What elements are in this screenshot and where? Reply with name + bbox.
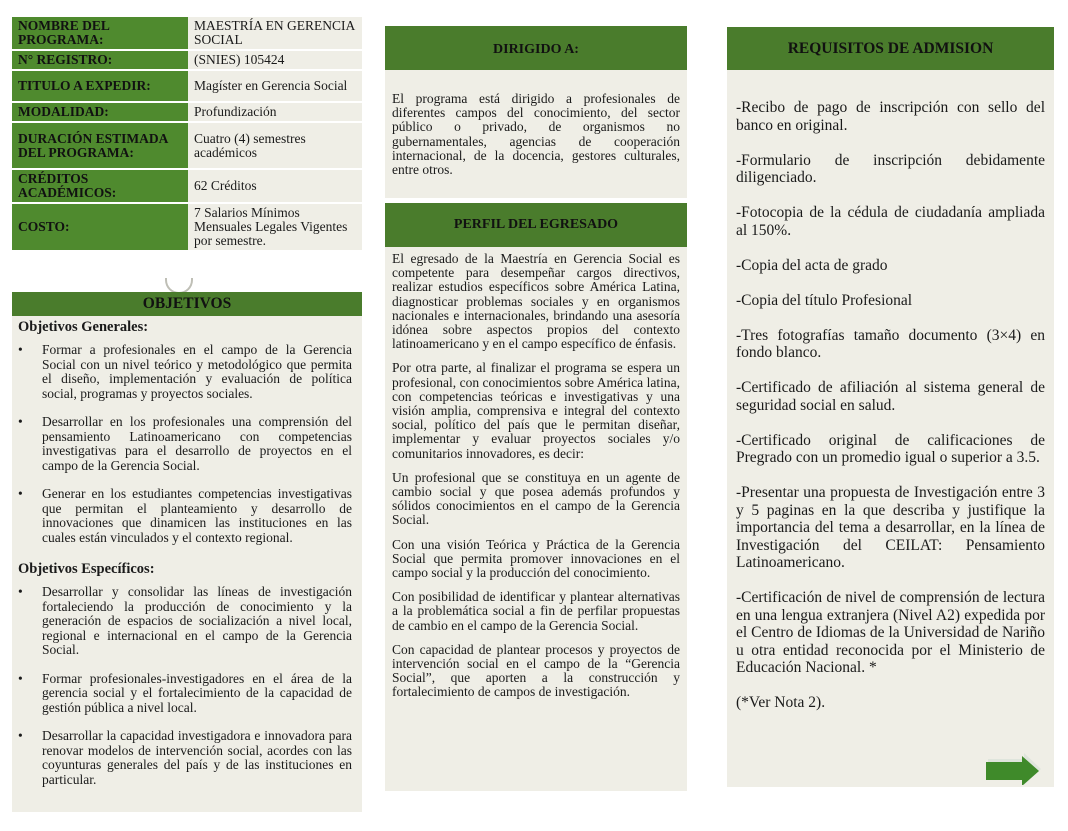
requisitos-list	[727, 99, 1054, 712]
objetivo-general-item: • Formar a profesionales en el campo de la Gerencia Social con un nivel teórico y metodológico que permita el diseño, implementación y evaluación de política social, programas y proyectos sociales.	[42, 343, 352, 401]
perfil-paragraph: Por otra parte, al finalizar el programa se espera un profesional, con conocimientos sobre América latina, con competencias teóricas e investigativas y una visión amplia, comprensiva e integral del contexto social, político del país que le permitan diseñar, implementar y evaluar proyectos sociales y/o comunitarios innovadores, es decir:	[392, 360, 680, 461]
objetivos-especificos-heading: Objetivos Específicos:	[18, 561, 155, 577]
requisitos-panel	[727, 27, 1054, 787]
program-row	[12, 103, 362, 121]
objetivos-title: OBJETIVOS	[12, 292, 362, 316]
requisito-item: -Copia del título Profesional	[736, 291, 913, 309]
next-arrow-icon[interactable]	[986, 753, 1041, 785]
program-row-label: COSTO:	[12, 204, 188, 250]
perfil-body	[385, 252, 687, 700]
perfil-paragraph: Con una visión Teórica y Práctica de la Gerencia Social que permita promover innovaciones en el campo social y la producción del conocimiento.	[392, 536, 680, 581]
program-row-value: 7 Salarios Mínimos Mensuales Legales Vigentes por semestre.	[188, 204, 362, 250]
objetivo-especifico-item: • Desarrollar y consolidar las líneas de investigación fortaleciendo la producción de conocimiento y la generación de espacios de socialización a nivel local, regional e internacional en el campo de la Gerencia Social.	[42, 585, 352, 658]
program-row-label: DURACIÓN ESTIMADA DEL PROGRAMA:	[12, 123, 188, 168]
dirigido-title: DIRIGIDO A:	[385, 26, 687, 70]
program-row-label: NOMBRE DEL PROGRAMA:	[12, 17, 188, 49]
requisito-item: -Recibo de pago de inscripción con sello del banco en original.	[736, 99, 1045, 134]
requisito-item: -Fotocopia de la cédula de ciudadanía ampliada al 150%.	[736, 204, 1045, 239]
requisito-item: -Copia del acta de grado	[736, 256, 888, 274]
perfil-title: PERFIL DEL EGRESADO	[385, 203, 687, 247]
requisito-item: -Certificado de afiliación al sistema general de seguridad social en salud.	[736, 379, 1045, 414]
dirigido-text: El programa está dirigido a profesionales de diferentes campos del conocimiento, del sector público o privado, de organismos no gubernamentales, agencias de cooperación internacional, de la docencia, gestores culturales, entre otros.	[392, 91, 680, 178]
program-row	[12, 123, 362, 168]
requisito-item: -Formulario de inscripción debidamente diligenciado.	[736, 151, 1045, 186]
objetivos-especificos-list	[12, 585, 362, 787]
program-row	[12, 170, 362, 202]
program-row-value: (SNIES) 105424	[188, 51, 362, 69]
program-row-value: Cuatro (4) semestres académicos	[188, 123, 362, 168]
perfil-paragraph: Con capacidad de plantear procesos y proyectos de intervención social en el campo de la “Gerencia Social”, que aporten a la construcción y fortalecimiento de campos de investigación.	[392, 641, 680, 700]
program-row-label: N° REGISTRO:	[12, 51, 188, 69]
program-row-value: Profundización	[188, 103, 362, 121]
program-row-label: TITULO A EXPEDIR:	[12, 71, 188, 101]
perfil-egresado-panel	[385, 203, 687, 791]
program-row	[12, 51, 362, 69]
program-info-table	[12, 17, 362, 250]
perfil-paragraph: El egresado de la Maestría en Gerencia Social es competente para desempeñar cargos directivos, realizar estudios específicos sobre América Latina, diagnosticar problemas sociales y en organismos nacionales e internacionales, brindando una asesoría idónea sobre aspectos propios del contexto latinoamericano y en el campo específico de énfasis.	[392, 251, 680, 352]
requisito-item: -Presentar una propuesta de Investigación entre 3 y 5 paginas en la que describa y justifique la importancia del tema a desarrollar, en la línea de Investigación del CEILAT: Pensamiento Latinoamericano.	[736, 484, 1045, 571]
perfil-paragraph: Con posibilidad de identificar y plantear alternativas a la problemática social a fin de perfilar propuestas de cambio en el campo de la Gerencia Social.	[392, 589, 680, 633]
requisitos-title: REQUISITOS DE ADMISION	[727, 27, 1054, 70]
requisito-item: -Certificado original de calificaciones de Pregrado con un promedio igual o superior a 3.5.	[736, 431, 1045, 466]
objetivos-generales-list	[12, 343, 362, 545]
objetivos-panel	[12, 292, 362, 812]
program-row	[12, 17, 362, 49]
objetivo-general-item: • Generar en los estudiantes competencias investigativas que permitan el planteamiento y desarrollo de innovaciones que dinamicen las instituciones en las cuales están vinculados y el contexto regional.	[42, 487, 352, 545]
requisito-item: (*Ver Nota 2).	[736, 694, 826, 711]
objetivo-especifico-item: • Desarrollar la capacidad investigadora e innovadora para renovar modelos de intervención social, acordes con las coyunturas generales del país y de las instituciones en particular.	[42, 729, 352, 787]
requisito-item: -Certificación de nivel de comprensión de lectura en una lengua extranjera (Nivel A2) expedida por el Centro de Idiomas de la Universidad de Nariño u otra entidad reconocida por el Ministerio de Educación Nacional. *	[736, 589, 1045, 676]
dirigido-panel	[385, 26, 687, 198]
program-row-label: CRÉDITOS ACADÉMICOS:	[12, 170, 188, 202]
program-row	[12, 204, 362, 250]
objetivo-general-item: • Desarrollar en los profesionales una comprensión del pensamiento Latinoamericano con competencias investigativas para el desarrollo de proyectos en el campo de la Gerencia Social.	[42, 415, 352, 473]
program-row-value: Magíster en Gerencia Social	[188, 71, 362, 101]
program-row-label: MODALIDAD:	[12, 103, 188, 121]
objetivos-generales-heading: Objetivos Generales:	[18, 319, 149, 335]
perfil-paragraph: Un profesional que se constituya en un agente de cambio social y que posea además profundos y sólidos conocimientos en el campo de la Gerencia Social.	[392, 469, 680, 528]
program-row	[12, 71, 362, 101]
program-row-value: 62 Créditos	[188, 170, 362, 202]
objetivo-especifico-item: • Formar profesionales-investigadores en el área de la gerencia social y el fortalecimiento de la capacidad de gestión pública a nivel local.	[42, 672, 352, 716]
program-row-value: MAESTRÍA EN GERENCIA SOCIAL	[188, 17, 362, 49]
requisito-item: -Tres fotografías tamaño documento (3×4) en fondo blanco.	[736, 326, 1045, 361]
